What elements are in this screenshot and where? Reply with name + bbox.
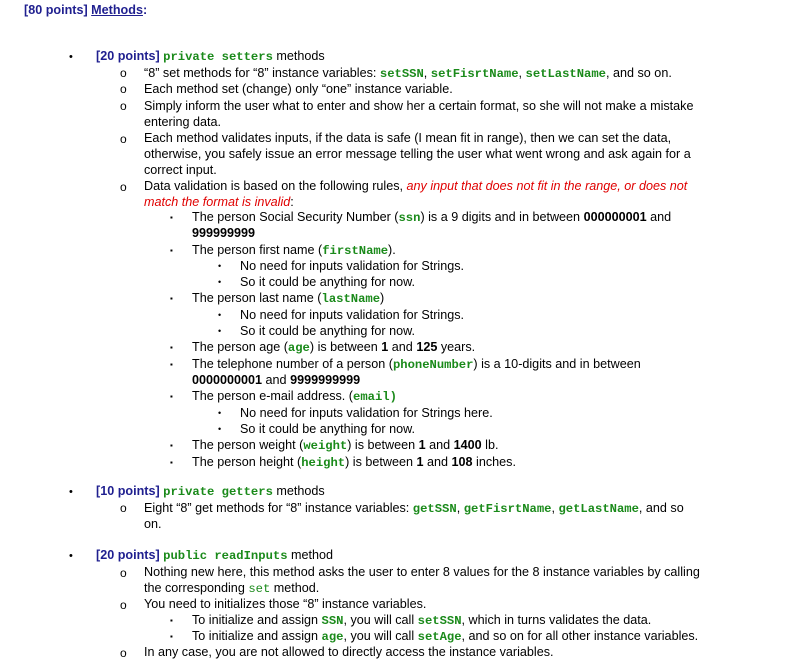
getters-suffix: methods: [272, 484, 325, 498]
setters-points: [20 points]: [96, 49, 160, 63]
code-setSSN: setSSN: [379, 67, 424, 81]
setters-item-4-line-1: Each method validates inputs, if the data is safe (I mean fit in range), then we can set the data,: [144, 131, 672, 145]
bullet-circle: o: [120, 180, 127, 194]
rule-email: [192, 388, 397, 406]
rule-lastname: [192, 290, 384, 308]
rule-phone-line-2: [192, 372, 360, 389]
readinputs-suffix: method: [287, 548, 334, 562]
bullet-dot: •: [218, 424, 222, 434]
bullet-disc: •: [69, 51, 73, 63]
text: The telephone number of a person (: [192, 357, 393, 371]
bold-value: 1: [416, 455, 424, 469]
rule-ssn-line-1: [192, 209, 671, 227]
code-firstName: firstName: [322, 244, 389, 258]
setters-keyword: private setters: [163, 50, 273, 64]
bullet-dot: •: [218, 261, 222, 271]
code-height: height: [301, 456, 346, 470]
text: and: [646, 210, 672, 224]
getters-heading: [96, 483, 325, 501]
readinputs-item-2: You need to initializes those “8” instance variables.: [144, 597, 427, 611]
bullet-dot: •: [218, 310, 222, 320]
text: Eight “8” get methods for “8” instance variables:: [144, 501, 413, 515]
text: ): [380, 291, 385, 305]
setters-heading: [96, 48, 325, 66]
text: ,: [456, 501, 464, 515]
bullet-square: ▪: [170, 294, 173, 303]
readinputs-subitem-1: [192, 612, 651, 630]
code-phoneNumber: phoneNumber: [392, 358, 474, 372]
rule-email-note-2: So it could be anything for now.: [240, 422, 416, 436]
rule-age: [192, 339, 475, 357]
text: ,: [551, 501, 559, 515]
readinputs-item-1-line-1: Nothing new here, this method asks the user to enter 8 values for the 8 instance variables by calling: [144, 565, 700, 579]
rule-weight: [192, 437, 498, 455]
text: The person first name (: [192, 243, 323, 257]
text: ,: [423, 66, 431, 80]
code-ssn: ssn: [398, 211, 421, 225]
code-getSSN: getSSN: [412, 502, 457, 516]
text: ,: [518, 66, 526, 80]
text: ) is a 9 digits and in between: [420, 210, 584, 224]
text: the corresponding: [144, 581, 249, 595]
text: , you will call: [343, 629, 418, 643]
text: , you will call: [343, 613, 418, 627]
bullet-circle: o: [120, 598, 127, 612]
setters-item-3-line-1: Simply inform the user what to enter and show her a certain format, so she will not make a mistake: [144, 99, 694, 113]
bullet-square: ▪: [170, 441, 173, 450]
code-setLastName: setLastName: [525, 67, 606, 81]
code-set: set: [248, 582, 271, 596]
code-age: age: [287, 341, 310, 355]
bold-value: 9999999999: [290, 373, 361, 387]
setters-item-5-line-1: [144, 178, 687, 195]
readinputs-keyword: public readInputs: [163, 549, 288, 563]
text: , and so on for all other instance variables.: [461, 629, 699, 643]
getters-item-1-line-2: on.: [144, 517, 162, 531]
rule-height: [192, 454, 516, 472]
rule-firstname: [192, 242, 396, 260]
getters-item-1-line-1: [144, 500, 684, 518]
getters-keyword: private getters: [163, 485, 273, 499]
setters-item-4-line-3: correct input.: [144, 163, 217, 177]
readinputs-item-3: In any case, you are not allowed to directly access the instance variables.: [144, 645, 554, 659]
text: and: [388, 340, 417, 354]
text: ) is between: [345, 455, 417, 469]
text: The person height (: [192, 455, 302, 469]
text: The person e-mail address. (: [192, 389, 353, 403]
text: The person age (: [192, 340, 288, 354]
bullet-circle: o: [120, 646, 127, 660]
rule-lastname-note-1: No need for inputs validation for Strings.: [240, 308, 465, 322]
bullet-circle: o: [120, 566, 127, 580]
rule-email-note-1: No need for inputs validation for Strings here.: [240, 406, 493, 420]
rule-ssn-line-2: [192, 225, 255, 242]
section-heading: [24, 2, 147, 19]
code-setFisrtName: setFisrtName: [430, 67, 519, 81]
bullet-dot: •: [218, 277, 222, 287]
text: years.: [437, 340, 476, 354]
code-getFisrtName: getFisrtName: [463, 502, 552, 516]
invalid-warning: any input that does not fit in the range, or does not: [406, 179, 688, 193]
text: ) is between: [347, 438, 419, 452]
invalid-warning: match the format is invalid: [144, 195, 291, 209]
bullet-square: ▪: [170, 616, 173, 625]
setters-item-3-line-2: entering data.: [144, 115, 222, 129]
code-setAge: setAge: [417, 630, 462, 644]
bullet-circle: o: [120, 99, 127, 113]
text: Data validation is based on the following rules,: [144, 179, 407, 193]
setters-suffix: methods: [272, 49, 325, 63]
text: inches.: [472, 455, 516, 469]
text: and: [425, 438, 454, 452]
readinputs-item-1-line-2: [144, 580, 319, 598]
readinputs-heading: [96, 547, 333, 565]
bullet-square: ▪: [170, 246, 173, 255]
bold-value: 125: [416, 340, 438, 354]
bold-value: 1: [418, 438, 426, 452]
setters-item-1: [144, 65, 672, 83]
bullet-circle: o: [120, 66, 127, 80]
bold-value: 1: [381, 340, 389, 354]
bullet-square: ▪: [170, 458, 173, 467]
bold-value: 000000001: [583, 210, 647, 224]
text: method.: [270, 581, 320, 595]
readinputs-points: [20 points]: [96, 548, 160, 562]
code-age: age: [321, 630, 344, 644]
bullet-disc: •: [69, 486, 73, 498]
text: To initialize and assign: [192, 629, 322, 643]
rule-lastname-note-2: So it could be anything for now.: [240, 324, 416, 338]
text: The person Social Security Number (: [192, 210, 399, 224]
rule-phone-line-1: [192, 356, 641, 374]
setters-item-2: Each method set (change) only “one” instance variable.: [144, 82, 453, 96]
readinputs-subitem-2: [192, 628, 698, 646]
bullet-square: ▪: [170, 343, 173, 352]
text: To initialize and assign: [192, 613, 322, 627]
bullet-circle: o: [120, 82, 127, 96]
heading-points: [80 points]: [24, 3, 88, 17]
text: , which in turns validates the data.: [461, 613, 652, 627]
rule-firstname-note-2: So it could be anything for now.: [240, 275, 416, 289]
bullet-circle: o: [120, 501, 127, 515]
text: The person last name (: [192, 291, 322, 305]
text: lb.: [481, 438, 499, 452]
code-getLastName: getLastName: [558, 502, 639, 516]
bullet-circle: o: [120, 132, 127, 146]
bullet-square: ▪: [170, 632, 173, 641]
text: , and so: [638, 501, 684, 515]
code-setSSN: setSSN: [417, 614, 462, 628]
bullet-disc: •: [69, 550, 73, 562]
text: ).: [388, 243, 396, 257]
text: and: [262, 373, 291, 387]
text: and: [423, 455, 452, 469]
heading-colon: :: [142, 3, 148, 17]
bold-value: 108: [451, 455, 473, 469]
getters-points: [10 points]: [96, 484, 160, 498]
text: :: [290, 195, 294, 209]
text: ) is between: [309, 340, 382, 354]
code-weight: weight: [303, 439, 348, 453]
bold-value: 999999999: [192, 226, 256, 240]
code-email: email): [353, 390, 397, 404]
bullet-dot: •: [218, 326, 222, 336]
heading-title: Methods: [91, 3, 143, 17]
bullet-square: ▪: [170, 213, 173, 222]
bullet-dot: •: [218, 408, 222, 418]
bold-value: 0000000001: [192, 373, 263, 387]
setters-item-4-line-2: otherwise, you safely issue an error message telling the user what went wrong and ask again for a: [144, 147, 691, 161]
bullet-square: ▪: [170, 360, 173, 369]
code-lastName: lastName: [321, 292, 381, 306]
text: , and so on.: [606, 66, 672, 80]
text: “8” set methods for “8” instance variables:: [144, 66, 380, 80]
text: The person weight (: [192, 438, 304, 452]
text: ) is a 10-digits and in between: [473, 357, 641, 371]
bold-value: 1400: [453, 438, 482, 452]
rule-firstname-note-1: No need for inputs validation for Strings.: [240, 259, 465, 273]
code-SSN: SSN: [321, 614, 344, 628]
bullet-square: ▪: [170, 392, 173, 401]
